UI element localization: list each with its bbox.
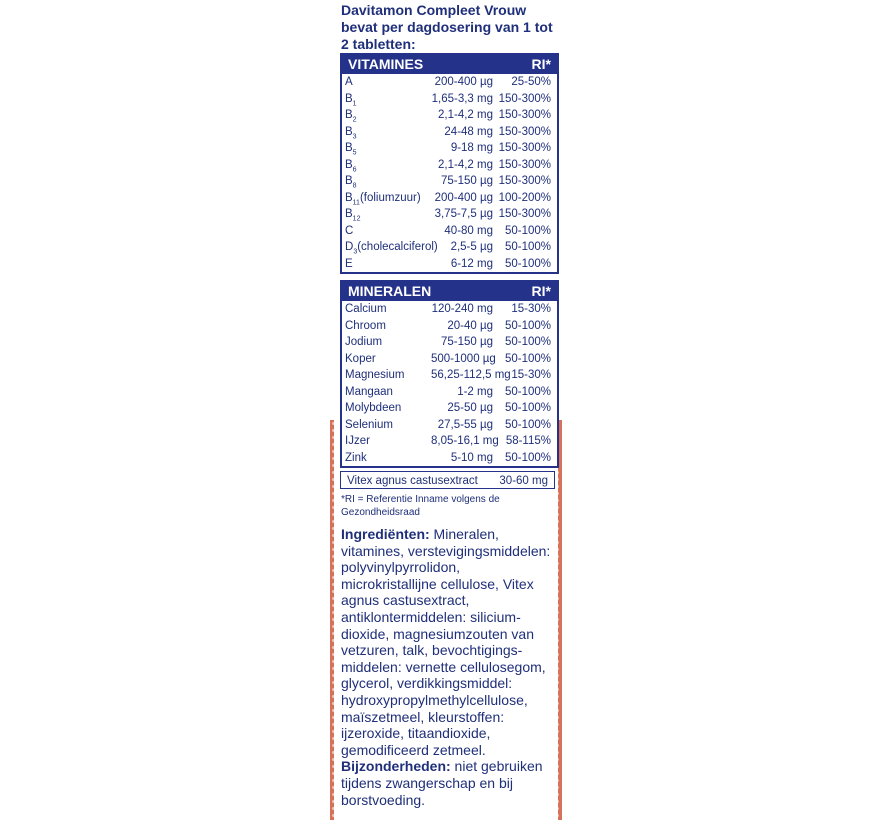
nutrient-ri: 50-100% [504, 352, 551, 365]
nutrient-name: A [345, 76, 353, 88]
nutrient-name: Calcium [345, 303, 387, 315]
minerals-title: MINERALEN [348, 283, 432, 299]
particulars-label: Bijzonderheden: [341, 758, 451, 775]
vitex-name: Vitex agnus castusextract [347, 475, 478, 487]
vitamins-ri-header: RI* [531, 56, 551, 72]
nutrient-ri: 100-200% [498, 191, 551, 204]
table-row [342, 450, 557, 467]
nutrient-ri: 50-100% [504, 241, 551, 253]
nutrient-amount: 8,05-16,1 mg [431, 435, 499, 447]
nutrient-name: $B_3$ [345, 125, 357, 140]
nutrient-name: Selenium [345, 418, 393, 431]
table-row [342, 190, 557, 207]
nutrient-amount: 6-12 mg [450, 257, 493, 270]
nutrient-amount: 56,25-112,5 mg [431, 369, 511, 381]
nutrient-ri: 50-100% [504, 451, 551, 464]
nutrient-ri: 150-300% [498, 175, 551, 187]
minerals-header [342, 282, 557, 301]
table-row [342, 301, 557, 318]
minerals-ri-header: RI* [531, 283, 551, 299]
nutrient-ri: 50-100% [504, 385, 551, 398]
table-row [342, 367, 557, 384]
nutrient-name: $D_3(cholecalciferol)$ [345, 241, 438, 256]
nutrient-amount: 75-150 µg [440, 336, 493, 348]
nutrient-amount: 1-2 mg [457, 385, 493, 398]
nutrient-ri: 15-30% [511, 303, 551, 315]
nutrient-ri: 50-100% [504, 319, 551, 332]
table-row [342, 223, 557, 240]
nutrient-amount: 1,65-3,3 mg [431, 92, 493, 105]
nutrient-ri: 150-300% [498, 92, 551, 105]
nutrient-ri: 150-300% [498, 109, 551, 121]
table-row [342, 140, 557, 157]
nutrient-name: $B_5$ [345, 142, 357, 157]
table-row [342, 256, 557, 273]
table-row [342, 206, 557, 223]
nutrient-ri: 50-100% [504, 418, 551, 431]
nutrient-name: E [345, 257, 353, 270]
nutrient-name: Molybdeen [345, 402, 402, 414]
particulars-text: niet gebruiken tijdens zwangerschap en bij borstvoeding. [341, 758, 543, 808]
nutrient-ri: 150-300% [498, 125, 551, 138]
nutrient-amount: 3,75-7,5 µg [434, 208, 493, 220]
vitamins-rows [342, 74, 557, 272]
vitamins-table [340, 53, 559, 274]
ri-footnote: *RI = Referentie Inname volgens de Gezondheidsraad [341, 493, 551, 519]
nutrient-name: Zink [345, 451, 367, 464]
nutrient-name: Mangaan [345, 385, 393, 398]
nutrient-ri: 50-100% [504, 224, 551, 237]
nutrient-amount: 120-240 mg [431, 303, 493, 315]
nutrient-amount: 24-48 mg [444, 125, 493, 138]
nutrient-ri: 25-50% [511, 76, 551, 88]
nutrient-amount: 40-80 mg [444, 224, 493, 237]
vitamins-title: VITAMINES [348, 56, 424, 72]
nutrient-name: $B_1$ [345, 92, 357, 107]
nutrient-name: Koper [345, 352, 376, 365]
vitex-amount: 30-60 mg [499, 475, 548, 487]
nutrient-ri: 150-300% [498, 158, 551, 171]
ingredients-text [341, 526, 553, 808]
table-row [342, 124, 557, 141]
table-row [342, 433, 557, 450]
table-row [342, 157, 557, 174]
nutrient-amount: 5-10 mg [450, 451, 493, 464]
nutrient-name: $B_8$ [345, 175, 357, 190]
nutrient-ri: 58-115% [505, 435, 551, 447]
nutrient-amount: 2,1-4,2 mg [438, 158, 493, 171]
table-row [342, 384, 557, 401]
nutrient-amount: 75-150 µg [440, 175, 493, 187]
nutrient-name: $B_6$ [345, 158, 357, 173]
nutrient-amount: 9-18 mg [450, 142, 493, 154]
table-row [342, 74, 557, 91]
table-row [342, 173, 557, 190]
table-row [342, 91, 557, 108]
table-row [342, 417, 557, 434]
nutrient-ri: 50-100% [504, 336, 551, 348]
nutrient-amount: 500-1000 µg [431, 352, 496, 365]
nutrient-name: IJzer [345, 435, 370, 447]
minerals-table [340, 280, 559, 468]
nutrient-name: Jodium [345, 336, 383, 348]
nutrient-amount: 2,1-4,2 mg [438, 109, 493, 121]
nutrient-ri: 150-300% [498, 208, 551, 220]
nutrient-name: $B_{12}$ [345, 208, 361, 223]
nutrient-ri: 50-100% [504, 402, 551, 414]
nutrient-name: $B_2$ [345, 109, 357, 124]
nutrient-amount: 2,5-5 µg [450, 241, 493, 253]
table-row [342, 318, 557, 335]
ingredients-list: Mineralen, vitamines, verstevigingsmiddelen: polyvinylpyrrolidon, microkristallijne cellulose, Vitex agnus castusextract, antiklontermiddelen: silicium-dioxide, magnesiumzouten van vetzuren, talk, bevochtigings-middelen: vernette cellulosegom, glycerol, verdikkingsmiddel: hydroxypropylmethylcellulose, maïszetmeel, kleurstoffen: ijzeroxide, titaandioxide, gemodificeerd zetmeel. [341, 526, 551, 758]
nutrient-name: Magnesium [345, 369, 405, 381]
minerals-rows [342, 301, 557, 466]
table-row [342, 334, 557, 351]
vitamins-header [342, 55, 557, 74]
nutrient-amount: 20-40 µg [447, 319, 493, 332]
nutrient-ri: 150-300% [498, 142, 551, 154]
nutrient-ri: 50-100% [504, 257, 551, 270]
table-row [342, 239, 557, 256]
nutrient-name: C [345, 224, 354, 237]
intro-text: Davitamon Compleet Vrouw bevat per dagdosering van 1 tot 2 tabletten: [341, 2, 553, 52]
table-row [342, 107, 557, 124]
table-row [342, 400, 557, 417]
table-row [342, 351, 557, 368]
nutrient-ri: 15-30% [511, 369, 551, 381]
nutrient-amount: 200-400 µg [434, 76, 493, 88]
nutrient-amount: 25-50 µg [447, 402, 493, 414]
nutrient-name: $B_{11}(foliumzuur)$ [345, 191, 421, 206]
nutrient-amount: 200-400 µg [434, 191, 493, 204]
nutrient-name: Chroom [345, 319, 386, 332]
vitex-row [340, 471, 555, 489]
nutrient-amount: 27,5-55 µg [437, 418, 493, 431]
ingredients-label: Ingrediënten: [341, 526, 430, 542]
